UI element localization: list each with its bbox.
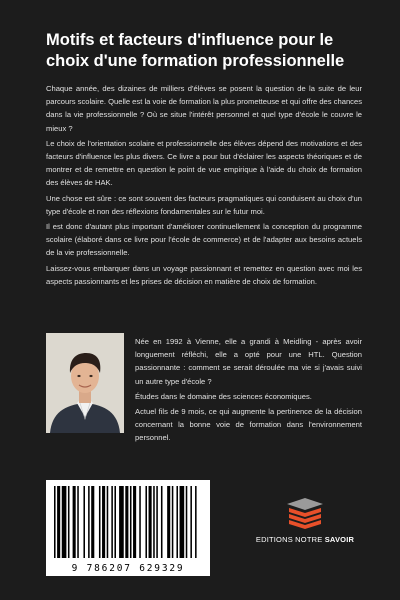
blurb-paragraph: Une chose est sûre : ce sont souvent des facteurs pragmatiques qui conduisent au choix d'un type d'école et non des réflexions fondamentales sur le futur moi.: [46, 193, 362, 216]
book-blurb: [46, 82, 362, 290]
blurb-paragraph: Il est donc d'autant plus important d'améliorer continuellement la conception du programme scolaire (élaboré dans ce livre pour l'école de commerce) et de l'adapter aux besoins actuels de la vie professionnelle.: [46, 222, 362, 258]
publisher-name: [250, 535, 360, 544]
publisher-brand: SAVOIR: [324, 535, 355, 544]
blurb-paragraph: Laissez-vous embarquer dans un voyage passionnant et remettez en question avec moi les aspects passionnants et les prises de décision en matière de choix de formation.: [46, 263, 362, 286]
publisher-prefix: EDITIONS NOTRE: [255, 535, 325, 544]
bio-paragraph: Actuel fils de 9 mois, ce qui augmente la pertinence de la décision concernant la bonne voie de formation dans l'environnement personnel.: [135, 407, 362, 443]
publisher-logo-icon: [285, 496, 325, 530]
book-title: Motifs et facteurs d'influence pour le choix d'une formation professionnelle: [46, 31, 345, 70]
barcode-bars: [54, 486, 202, 558]
author-photo: [46, 333, 124, 433]
bio-paragraph: Née en 1992 à Vienne, elle a grandi à Meidling - après avoir longuement réfléchi, elle a opté pour une HTL. Question passionnante : comment se serait déroulée ma vie si j'avais suivi un autre type d'école ?: [135, 337, 362, 386]
blurb-paragraph: Le choix de l'orientation scolaire et professionnelle des élèves dépend des motivations et des facteurs d'influence les plus divers. Ce livre a pour but d'éclairer les aspects théoriques et de montrer et de remettre en question le point de vue empirique à l'aide du choix de formation des élèves de HAK.: [46, 138, 362, 188]
isbn-barcode: [46, 480, 210, 576]
bio-paragraph: Études dans le domaine des sciences économiques.: [135, 391, 312, 401]
publisher-block: [250, 496, 360, 544]
author-biography: [135, 335, 362, 447]
isbn-number: 9 786207 629329: [71, 563, 185, 574]
blurb-paragraph: Chaque année, des dizaines de milliers d'élèves se posent la question de la suite de leur parcours scolaire. Quelle est la voie de formation la plus prometteuse et qui offre des chances dans la vie professionnelle ? Où se situe l'intérêt personnel et quel type d'école le couvre le mieux ?: [46, 84, 362, 133]
